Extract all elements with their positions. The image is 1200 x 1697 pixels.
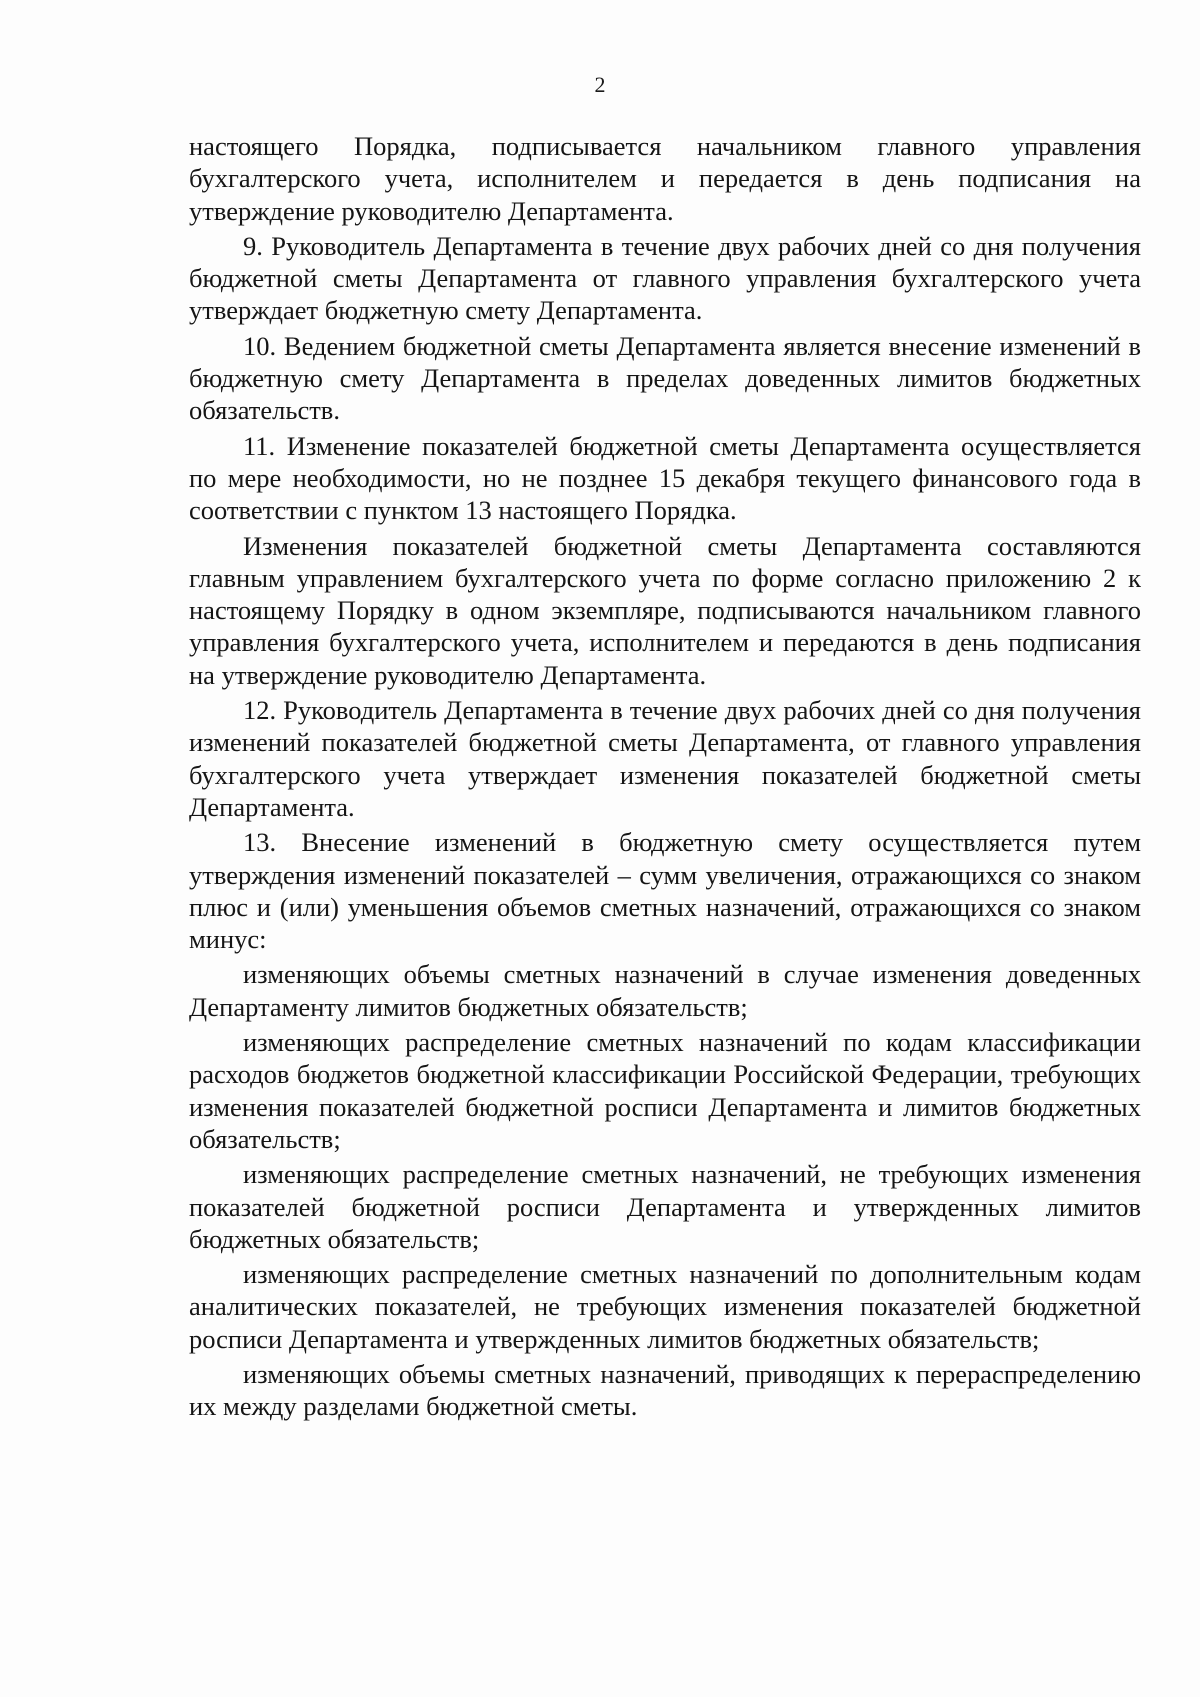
list-item-1: изменяющих объемы сметных назначений в случае изменения доведенных Департаменту лимитов бюджетных обязательств; [189, 959, 1141, 1022]
list-item-2: изменяющих распределение сметных назначений по кодам классификации расходов бюджетов бюджетной классификации Российской Федерации, требующих изменения показателей бюджетной росписи Департамента и лимитов бюджетных обязательств; [189, 1027, 1141, 1154]
paragraph-continuation: настоящего Порядка, подписывается начальником главного управления бухгалтерского учета, исполнителем и передается в день подписания на утверждение руководителю Департамента. [189, 131, 1141, 226]
document-body [189, 130, 1141, 1423]
list-item-4: изменяющих распределение сметных назначений по дополнительным кодам аналитических показателей, не требующих изменения показателей бюджетной росписи Департамента и утвержденных лимитов бюджетных обязательств; [189, 1259, 1141, 1354]
paragraph-12: 12. Руководитель Департамента в течение двух рабочих дней со дня получения изменений показателей бюджетной сметы Департамента, от главного управления бухгалтерского учета утверждает изменения показателей бюджетной сметы Департамента. [189, 695, 1141, 822]
list-item-5: изменяющих объемы сметных назначений, приводящих к перераспределению их между разделами бюджетной сметы. [189, 1358, 1141, 1422]
page-number: 2 [594, 72, 606, 97]
paragraph-11: 11. Изменение показателей бюджетной сметы Департамента осуществляется по мере необходимости, но не позднее 15 декабря текущего финансового года в соответствии с пунктом 13 настоящего Порядка. [189, 430, 1141, 526]
paragraph-11-changes: Изменения показателей бюджетной сметы Департамента составляются главным управлением бухгалтерского учета по форме согласно приложению 2 к настоящему Порядку в одном экземпляре, подписываются начальником главного управления бухгалтерского учета, исполнителем и передаются в день подписания на утверждение руководителю Департамента. [189, 530, 1141, 690]
paragraph-9: 9. Руководитель Департамента в течение двух рабочих дней со дня получения бюджетной сметы Департамента от главного управления бухгалтерского учета утверждает бюджетную смету Департамента. [189, 230, 1141, 326]
paragraph-13: 13. Внесение изменений в бюджетную смету осуществляется путем утверждения изменений показателей – сумм увеличения, отражающихся со знаком плюс и (или) уменьшения объемов сметных назначений, отражающихся со знаком минус: [189, 827, 1141, 955]
list-item-3: изменяющих распределение сметных назначений, не требующих изменения показателей бюджетной росписи Департамента и утвержденных лимитов бюджетных обязательств; [189, 1159, 1141, 1254]
paragraph-10: 10. Ведением бюджетной сметы Департамента является внесение изменений в бюджетную смету Департамента в пределах доведенных лимитов бюджетных обязательств. [189, 330, 1141, 426]
